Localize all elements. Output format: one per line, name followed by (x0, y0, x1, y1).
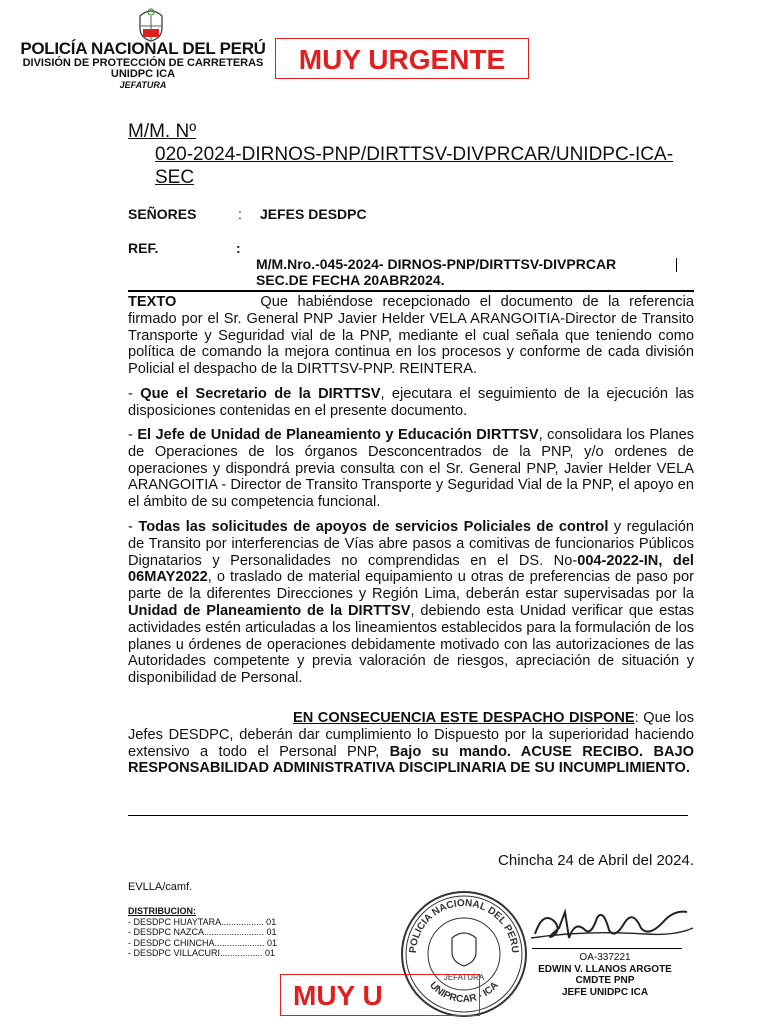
dash: - (128, 386, 141, 402)
solicitudes-text-3: , debiendo esta Unidad verificar que estas actividades estén articuladas a los lineamientos establecidos para la formulación de los planes u órdenes de operaciones debidamente motivado con las autorizaciones de las Autoridades competente y previa valoración de riesgos, apreciación de situación y disponibilidad de Personal. (128, 602, 695, 687)
solicitudes-text-2: , o traslado de material equipamiento u otras de preferencias de paso por parte de la diferentes Direcciones y Región Lima, deberán estar supervisadas por la (128, 569, 694, 603)
dispone-bold: Bajo su mando. ACUSE RECIBO. BAJO RESPONSABILIDAD ADMINISTRATIVA DISCIPLINARIA DE SU INCUMPLIMIENTO. (128, 743, 694, 777)
memo-number: 020-2024-DIRNOS-PNP/DIRTTSV-DIVPRCAR/UNIDPC-ICA-SEC (155, 144, 674, 188)
urgent-stamp-bottom: MUY U (280, 974, 480, 1016)
dash: - (128, 519, 139, 535)
office-name: JEFATURA (119, 79, 167, 90)
division-name: DIVISIÓN DE PROTECCIÓN DE CARRETERAS (22, 56, 264, 69)
reference-value (256, 256, 676, 288)
distribution-row: - DESDPC HUAYTARA................. 01 (128, 916, 277, 927)
distribution-row: - DESDPC VILLACURI................. 01 (128, 948, 276, 958)
addressee-value: JEFES DESDPC (260, 206, 367, 222)
dash: - (128, 427, 138, 443)
addressee-row (128, 206, 367, 222)
reference-row (128, 240, 668, 288)
seal-top-text: POLICIA NACIONAL DEL PERU (407, 897, 521, 954)
distribution-row: - DESDPC CHINCHA.................... 01 (128, 937, 278, 948)
paragraph-secretario (128, 386, 694, 420)
text-cursor (676, 258, 677, 272)
signer-role: JEFE UNIDPC ICA (561, 986, 649, 998)
signer-name: EDWIN V. LLANOS ARGOTE (538, 963, 672, 975)
solicitudes-bold-1: Todas las solicitudes de apoyos de servicios Policiales de control (138, 519, 609, 535)
document-date: Chincha 24 de Abril del 2024. (498, 852, 694, 869)
urgent-stamp-top: MUY URGENTE (275, 38, 529, 79)
signature-line (532, 948, 682, 949)
distribution-title: DISTRIBUCION: (128, 906, 196, 916)
reference-line-1: M/M.Nro.-045-2024- DIRNOS-PNP/DIRTTSV-DIVPRCAR (256, 256, 617, 272)
memo-prefix: M/M. Nº (128, 121, 197, 142)
addressee-colon: : (238, 206, 242, 222)
paragraph-solicitudes (128, 519, 694, 687)
secretario-text: , ejecutara el seguimiento de la ejecución las disposiciones contenidas en el presente documento. (128, 386, 694, 419)
signer-cip: OA-337221 (579, 952, 631, 963)
peru-crest-icon (136, 6, 166, 42)
texto-label: TEXTO (128, 294, 177, 310)
solicitudes-bold-3: Unidad de Planeamiento de la DIRTTSV (128, 602, 411, 619)
seal-center-text: JEFATURA (443, 973, 485, 982)
jefe-unidad-text: , consolidara los Planes de Operaciones de los órganos Desconcentrados de la PNP, y/o ordenes de operaciones y dispondrá previa consulta con el Sr. General PNP, Javier Helder VELA ARANGOITIA - Director de Transito Transporte y Seguridad Vial de la PNP, el apoyo en el ámbito de su competencia funcional. (128, 427, 694, 511)
handwritten-signature (525, 900, 695, 950)
reference-line-2: SEC.DE FECHA 20ABR2024. (256, 272, 445, 288)
memo-title (128, 120, 698, 189)
paragraph-jefe-unidad (128, 427, 694, 511)
jefe-unidad-bold: El Jefe de Unidad de Planeamiento y Educación DIRTTSV (137, 427, 539, 443)
secretario-bold: Que el Secretario de la DIRTTSV (140, 386, 381, 402)
texto-body: Que habiéndose recepcionado el documento de la referencia firmado por el Sr. General PNP Javier Helder VELA ARANGOITIA-Director de Transito Transporte y Seguridad vial de la PNP, mediante el cual señala que teniendo como política de comando la mejora continua en los procesos y conforme de cada división Policial el despacho de la DIRTTSV-PNP. REINTERA. (128, 294, 694, 378)
institution-block (20, 40, 266, 90)
institution-name: POLICÍA NACIONAL DEL PERÚ (20, 39, 266, 58)
reference-label: REF. (128, 240, 159, 256)
paragraph-texto (128, 294, 694, 378)
addressee-label: SEÑORES (128, 206, 197, 222)
initials: EVLLA/camf. (128, 881, 193, 893)
unit-name: UNIDPC ICA (110, 68, 176, 81)
distribution-row: - DESDPC NAZCA........................ 01 (128, 927, 277, 937)
dispone-heading: EN CONSECUENCIA ESTE DESPACHO DISPONE (293, 710, 635, 726)
reference-colon: : (236, 240, 241, 256)
paragraph-dispone (128, 710, 694, 777)
solicitudes-bold-2: 004-2022-IN, del 06MAY2022 (128, 552, 694, 586)
solicitudes-text-1: y regulación de Transito por interferencias de Vías abre pasos a comitivas de funcionarios Públicos Dignatarios y Personalidades no comprendidas en el DS. No- (128, 519, 694, 569)
signer-block (530, 952, 680, 998)
distribution-list (128, 906, 277, 959)
body-end-rule (128, 815, 688, 816)
header-divider (128, 290, 694, 292)
signer-rank: CMDTE PNP (575, 975, 635, 986)
seal-bottom-text: UNIPRCAR - ICA (427, 979, 501, 1006)
dispone-text: : Que los Jefes DESDPC, deberán dar cumplimiento lo Dispuesto por la superioridad haciendo extensivo a todo el Personal PNP, (128, 710, 695, 760)
